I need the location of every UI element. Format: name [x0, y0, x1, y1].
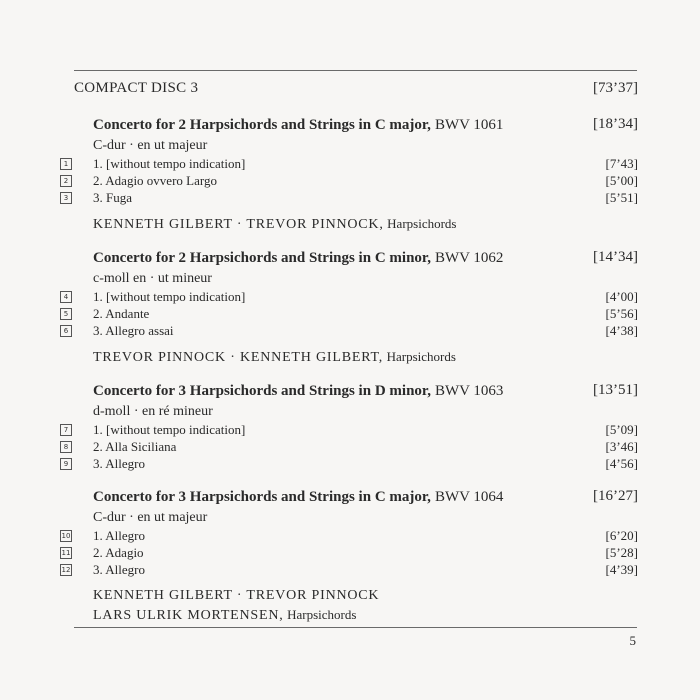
track-number-icon: 7 [60, 424, 72, 436]
performer-names-line2: LARS ULRIK MORTENSEN, [93, 608, 284, 623]
concerto-bwv-1063 [60, 382, 638, 472]
track-name: 1. [without tempo indication] [93, 156, 246, 171]
track-row [60, 455, 638, 472]
bottom-rule [74, 627, 637, 628]
concerto-heading [93, 488, 638, 508]
track-duration: [5’56] [605, 306, 638, 321]
performer-role: Harpsichords [386, 349, 456, 364]
track-number-icon: 6 [60, 325, 72, 337]
concerto-duration: [18’34] [593, 116, 638, 132]
track-duration: [4’38] [605, 323, 638, 338]
track-number-icon: 11 [61, 549, 71, 557]
track-number-icon: 4 [60, 291, 72, 303]
track-duration: [3’46] [605, 439, 638, 454]
track-row [60, 172, 638, 189]
track-number-icon: 10 [61, 532, 71, 540]
concerto-heading [93, 382, 638, 402]
concerto-title: Concerto for 3 Harpsichords and Strings in D minor, [93, 383, 431, 399]
track-name: 3. Allegro [93, 562, 145, 577]
concerto-heading [93, 249, 638, 269]
track-row [60, 438, 638, 455]
track-name: 2. Andante [93, 306, 150, 321]
concerto-title: Concerto for 3 Harpsichords and Strings in C major, [93, 489, 431, 505]
track-name: 3. Allegro [93, 456, 145, 471]
track-duration: [5’00] [605, 173, 638, 188]
concerto-heading [93, 116, 638, 136]
track-number-icon: 3 [60, 192, 72, 204]
performer-names: KENNETH GILBERT · TREVOR PINNOCK [93, 588, 380, 603]
track-duration: [5’28] [605, 545, 638, 560]
track-name: 2. Adagio ovvero Largo [93, 173, 217, 188]
performer-names: KENNETH GILBERT · TREVOR PINNOCK, [93, 217, 384, 232]
track-row [60, 155, 638, 172]
track-name: 1. Allegro [93, 528, 145, 543]
track-number-icon: 1 [60, 158, 72, 170]
track-name: 2. Alla Siciliana [93, 439, 177, 454]
top-rule [74, 70, 637, 71]
track-duration: [4’00] [605, 289, 638, 304]
performers [93, 586, 638, 625]
concerto-duration: [14’34] [593, 249, 638, 265]
track-name: 1. [without tempo indication] [93, 289, 246, 304]
track-duration: [4’56] [605, 456, 638, 471]
track-duration: [7’43] [605, 156, 638, 171]
performers [93, 347, 638, 367]
page-number: 5 [629, 633, 636, 648]
track-name: 1. [without tempo indication] [93, 422, 246, 437]
concerto-duration: [16’27] [593, 488, 638, 504]
concerto-title: Concerto for 2 Harpsichords and Strings in C minor, [93, 250, 431, 266]
disc-title: COMPACT DISC 3 [74, 80, 199, 96]
concerto-key-subtitle: d-moll · en ré mineur [93, 404, 213, 419]
track-row [60, 305, 638, 322]
track-number-icon: 12 [61, 566, 71, 574]
track-row [60, 288, 638, 305]
track-name: 2. Adagio [93, 545, 144, 560]
concerto-key-subtitle: c-moll en · ut mineur [93, 271, 212, 286]
concerto-key-subtitle: C-dur · en ut majeur [93, 138, 208, 153]
concerto-duration: [13’51] [593, 382, 638, 398]
track-name: 3. Fuga [93, 190, 132, 205]
concerto-bwv-1064 [60, 488, 638, 625]
track-duration: [4’39] [605, 562, 638, 577]
track-row [60, 189, 638, 206]
performer-role: Harpsichords [287, 607, 357, 622]
track-duration: [5’51] [605, 190, 638, 205]
track-number-icon: 2 [60, 175, 72, 187]
track-row [60, 544, 638, 561]
disc-total-time: [73’37] [593, 80, 638, 96]
performer-names: TREVOR PINNOCK · KENNETH GILBERT, [93, 350, 384, 365]
track-number-icon: 9 [60, 458, 72, 470]
track-number-icon: 8 [60, 441, 72, 453]
performer-role: Harpsichords [387, 216, 457, 231]
concerto-key-subtitle: C-dur · en ut majeur [93, 510, 208, 525]
performers [93, 214, 638, 234]
track-duration: [5’09] [605, 422, 638, 437]
concerto-bwv-1062 [60, 249, 638, 367]
track-row [60, 421, 638, 438]
concerto-bwv-1061 [60, 116, 638, 234]
concerto-bwv: BWV 1062 [434, 250, 504, 266]
track-row [60, 527, 638, 544]
track-row [60, 322, 638, 339]
track-number-icon: 5 [60, 308, 72, 320]
concerto-title: Concerto for 2 Harpsichords and Strings in C major, [93, 117, 431, 133]
concerto-bwv: BWV 1061 [434, 117, 504, 133]
concerto-bwv: BWV 1063 [434, 383, 504, 399]
track-name: 3. Allegro assai [93, 323, 174, 338]
track-duration: [6’20] [605, 528, 638, 543]
track-row [60, 561, 638, 578]
concerto-bwv: BWV 1064 [434, 489, 504, 505]
